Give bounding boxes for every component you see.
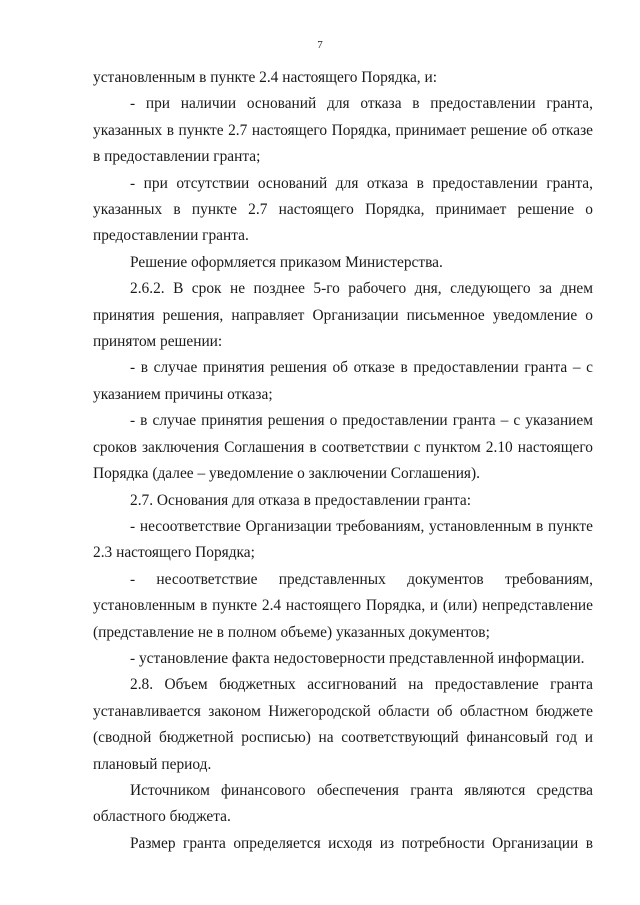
paragraph: - при отсутствии оснований для отказа в предоставлении гранта, указанных в пункте 2.7 настоящего Порядка, принимает решение о предоставлении гранта.	[93, 174, 593, 245]
paragraph: - в случае принятия решения о предоставлении гранта – с указанием сроков заключения Соглашения в соответствии с пунктом 2.10 настоящего Порядка (далее – уведомление о заключении Соглашения).	[93, 412, 593, 483]
paragraph: Решение оформляется приказом Министерства.	[130, 253, 443, 271]
paragraph: - в случае принятия решения об отказе в предоставлении гранта – с указанием причины отказа;	[93, 359, 593, 403]
paragraph: установленным в пункте 2.4 настоящего Порядка, и:	[93, 69, 437, 86]
page-number: 7	[317, 39, 323, 51]
paragraph: Размер гранта определяется исходя из потребности Организации в	[130, 834, 593, 852]
paragraph: 2.7. Основания для отказа в предоставлении гранта:	[130, 491, 471, 509]
paragraph: 2.6.2. В срок не позднее 5-го рабочего дня, следующего за днем принятия решения, направляет Организации письменное уведомление о принятом решении:	[93, 280, 593, 351]
document-body	[93, 65, 593, 857]
paragraph: - установление факта недостоверности представленной информации.	[130, 649, 585, 667]
paragraph: - несоответствие Организации требованиям, установленным в пункте 2.3 настоящего Порядка;	[93, 517, 593, 562]
paragraph: Источником финансового обеспечения гранта являются средства областного бюджета.	[93, 781, 593, 826]
paragraph: 2.8. Объем бюджетных ассигнований на предоставление гранта устанавливается законом Нижегородской области об областном бюджете (сводной бюджетной росписью) на соответствующий финансовый год и плановый период.	[93, 676, 593, 773]
paragraph: - при наличии оснований для отказа в предоставлении гранта, указанных в пункте 2.7 настоящего Порядка, принимает решение об отказе в предоставлении гранта;	[93, 95, 593, 166]
paragraph: - несоответствие представленных документов требованиям, установленным в пункте 2.4 настоящего Порядка, и (или) непредставление (представление не в полном объеме) указанных документов;	[93, 570, 593, 641]
